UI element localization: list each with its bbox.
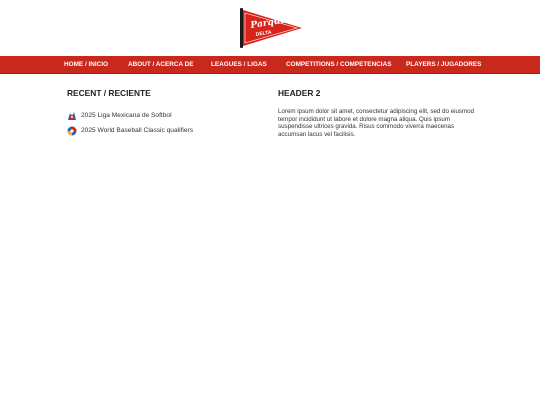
nav-leagues[interactable]: LEAGUES / LIGAS [211,61,267,68]
header2-section [278,88,478,138]
main-nav [0,56,540,74]
nav-competitions[interactable]: COMPETITIONS / COMPETENCIAS [286,61,392,68]
recent-item[interactable] [67,108,257,123]
header2-body: Lorem ipsum dolor sit amet, consectetur adipiscing elit, sed do eiusmod tempor incididunt ut labore et dolore magna aliqua. Quis ipsum suspendisse ultrices gravida. Risus commodo viverra maecenas accumsan lacus vel facilisis. [278,108,475,138]
recent-list [67,108,257,138]
recent-item-label: 2025 Liga Mexicana de Softbol [81,112,172,119]
recent-heading: RECENT / RECIENTE [67,88,151,98]
logo-subtitle: DELTA [255,29,273,38]
nav-players[interactable]: PLAYERS / JUGADORES [406,61,482,68]
site-header [0,0,540,56]
nav-about[interactable]: ABOUT / ACERCA DE [128,61,194,68]
softball-league-icon [67,111,77,121]
world-baseball-classic-icon [67,126,77,136]
nav-home[interactable]: HOME / INICIO [64,61,109,68]
parque-delta-logo[interactable] [236,7,306,49]
recent-item-label: 2025 World Baseball Classic qualifiers [81,127,194,134]
header2-heading: HEADER 2 [278,88,321,98]
recent-section [67,88,257,138]
recent-item[interactable] [67,123,257,138]
logo-wordmark: Parque [249,15,287,31]
